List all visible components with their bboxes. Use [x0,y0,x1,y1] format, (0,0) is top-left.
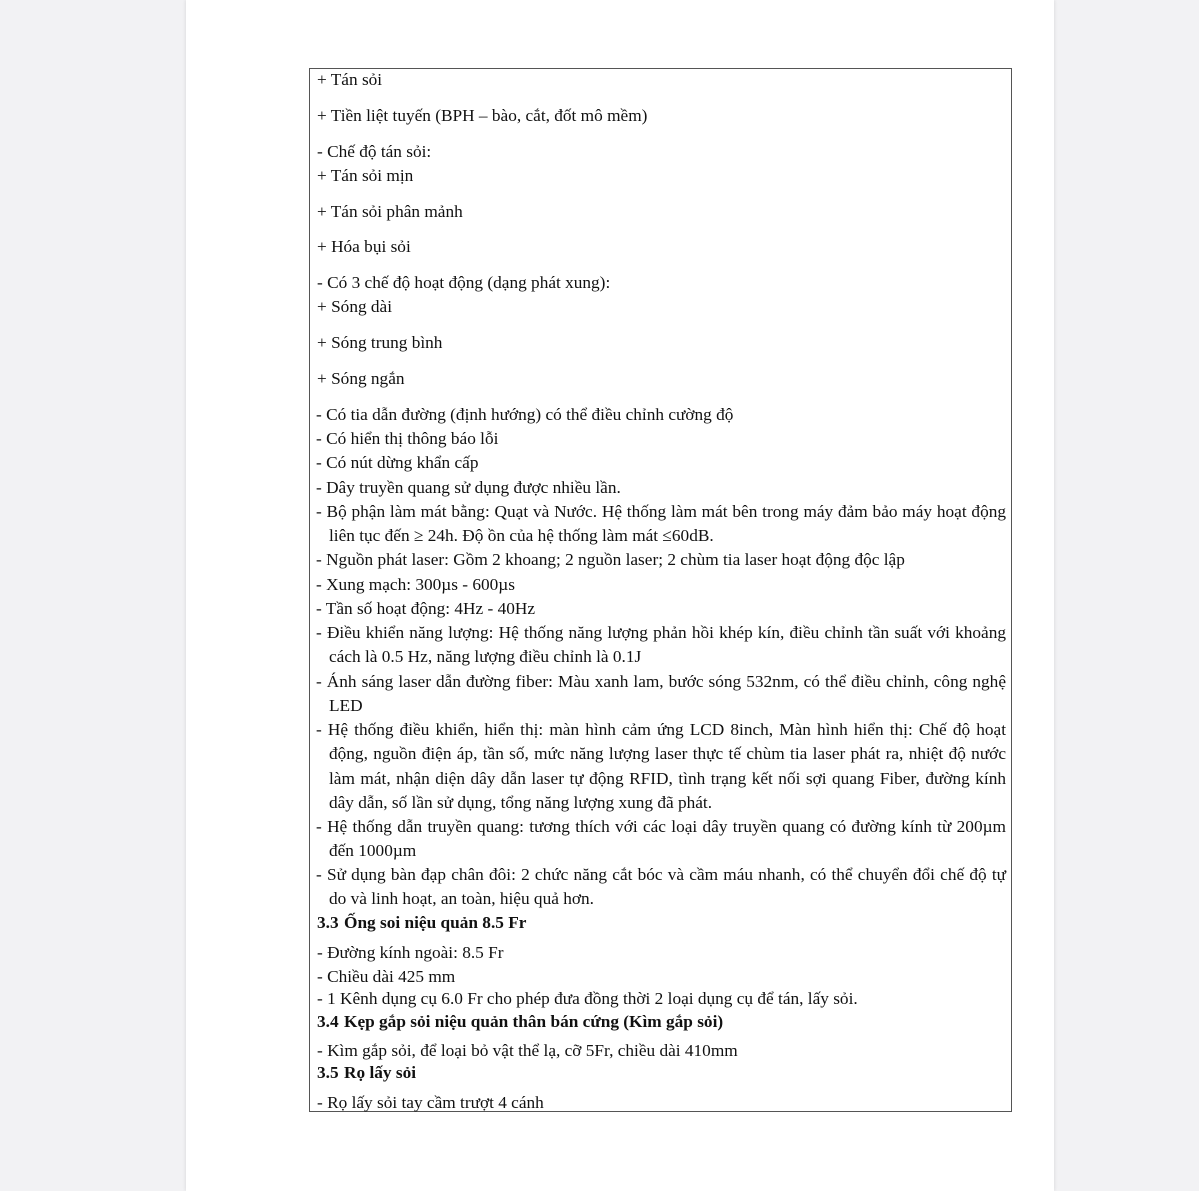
list-item: - Điều khiển năng lượng: Hệ thống năng lượng phản hồi khép kín, điều chỉnh tần suất với khoảng cách là 0.5 Hz, năng lượng điều chỉnh là 0.1J [316,623,1006,667]
section-number: 3.3 [317,913,339,932]
list-item: + Tán sỏi mịn [317,166,414,185]
list-item: + Sóng ngắn [317,369,405,388]
section-number: 3.5 [317,1063,339,1082]
section-title: Kẹp gắp sỏi niệu quản thân bán cứng (Kìm gắp sỏi) [344,1012,724,1031]
list-item: + Tán sỏi phân mảnh [317,202,463,221]
list-item: - Đường kính ngoài: 8.5 Fr [317,943,504,962]
list-item: - Rọ lấy sỏi tay cầm trượt 4 cánh [317,1093,544,1112]
list-item: - 1 Kênh dụng cụ 6.0 Fr cho phép đưa đồng thời 2 loại dụng cụ để tán, lấy sỏi. [317,989,858,1008]
section-heading-3-3 [317,911,526,935]
list-item: - Có hiển thị thông báo lỗi [316,429,499,448]
section-heading-3-5 [317,1061,416,1085]
list-item: - Tần số hoạt động: 4Hz - 40Hz [316,599,536,618]
section-title: Rọ lấy sỏi [344,1063,417,1082]
list-item: + Tán sỏi [317,70,383,89]
list-item: - Dây truyền quang sử dụng được nhiều lần. [316,478,621,497]
list-item: - Hệ thống điều khiển, hiển thị: màn hình cảm ứng LCD 8inch, Màn hình hiển thị: Chế độ hoạt động, nguồn điện áp, tần số, mức năng lượng laser thực tế chùm tia laser phát ra, nhiệt độ nước làm mát, nhận diện dây dẫn laser tự động RFID, tình trạng kết nối sợi quang Fiber, đường kính dây dẫn, số lần sử dụng, tổng năng lượng xung đã phát. [316,720,1006,812]
list-item: - Kìm gắp sỏi, để loại bỏ vật thể lạ, cỡ 5Fr, chiều dài 410mm [317,1041,738,1060]
section-title: Ống soi niệu quản 8.5 Fr [344,913,527,932]
list-item: - Ánh sáng laser dẫn đường fiber: Màu xanh lam, bước sóng 532nm, có thể điều chỉnh, công nghệ LED [316,672,1006,716]
list-item: - Có 3 chế độ hoạt động (dạng phát xung): [317,273,611,292]
list-item: - Sử dụng bàn đạp chân đôi: 2 chức năng cắt bóc và cầm máu nhanh, có thể chuyển đổi chế độ tự do và linh hoạt, an toàn, hiệu quả hơn. [316,865,1006,909]
list-item: - Có tia dẫn đường (định hướng) có thể điều chỉnh cường độ [316,405,734,424]
list-item: + Hóa bụi sỏi [317,237,411,256]
list-item: - Bộ phận làm mát bằng: Quạt và Nước. Hệ thống làm mát bên trong máy đảm bảo máy hoạt động liên tục đến ≥ 24h. Độ ồn của hệ thống làm mát ≤60dB. [316,502,1006,546]
list-item: + Tiền liệt tuyến (BPH – bào, cắt, đốt mô mềm) [317,106,648,125]
section-heading-3-4 [317,1010,723,1034]
list-item: - Chiều dài 425 mm [317,967,456,986]
list-item: - Chế độ tán sỏi: [317,142,432,161]
list-item: - Xung mạch: 300µs - 600µs [316,575,515,594]
list-item: - Có nút dừng khẩn cấp [316,453,479,472]
list-item: + Sóng trung bình [317,333,443,352]
section-number: 3.4 [317,1012,339,1031]
list-item: - Hệ thống dẫn truyền quang: tương thích với các loại dây truyền quang có đường kính từ 200µm đến 1000µm [316,817,1006,861]
list-item: - Nguồn phát laser: Gồm 2 khoang; 2 nguồn laser; 2 chùm tia laser hoạt động độc lập [316,550,905,569]
list-item: + Sóng dài [317,297,393,316]
